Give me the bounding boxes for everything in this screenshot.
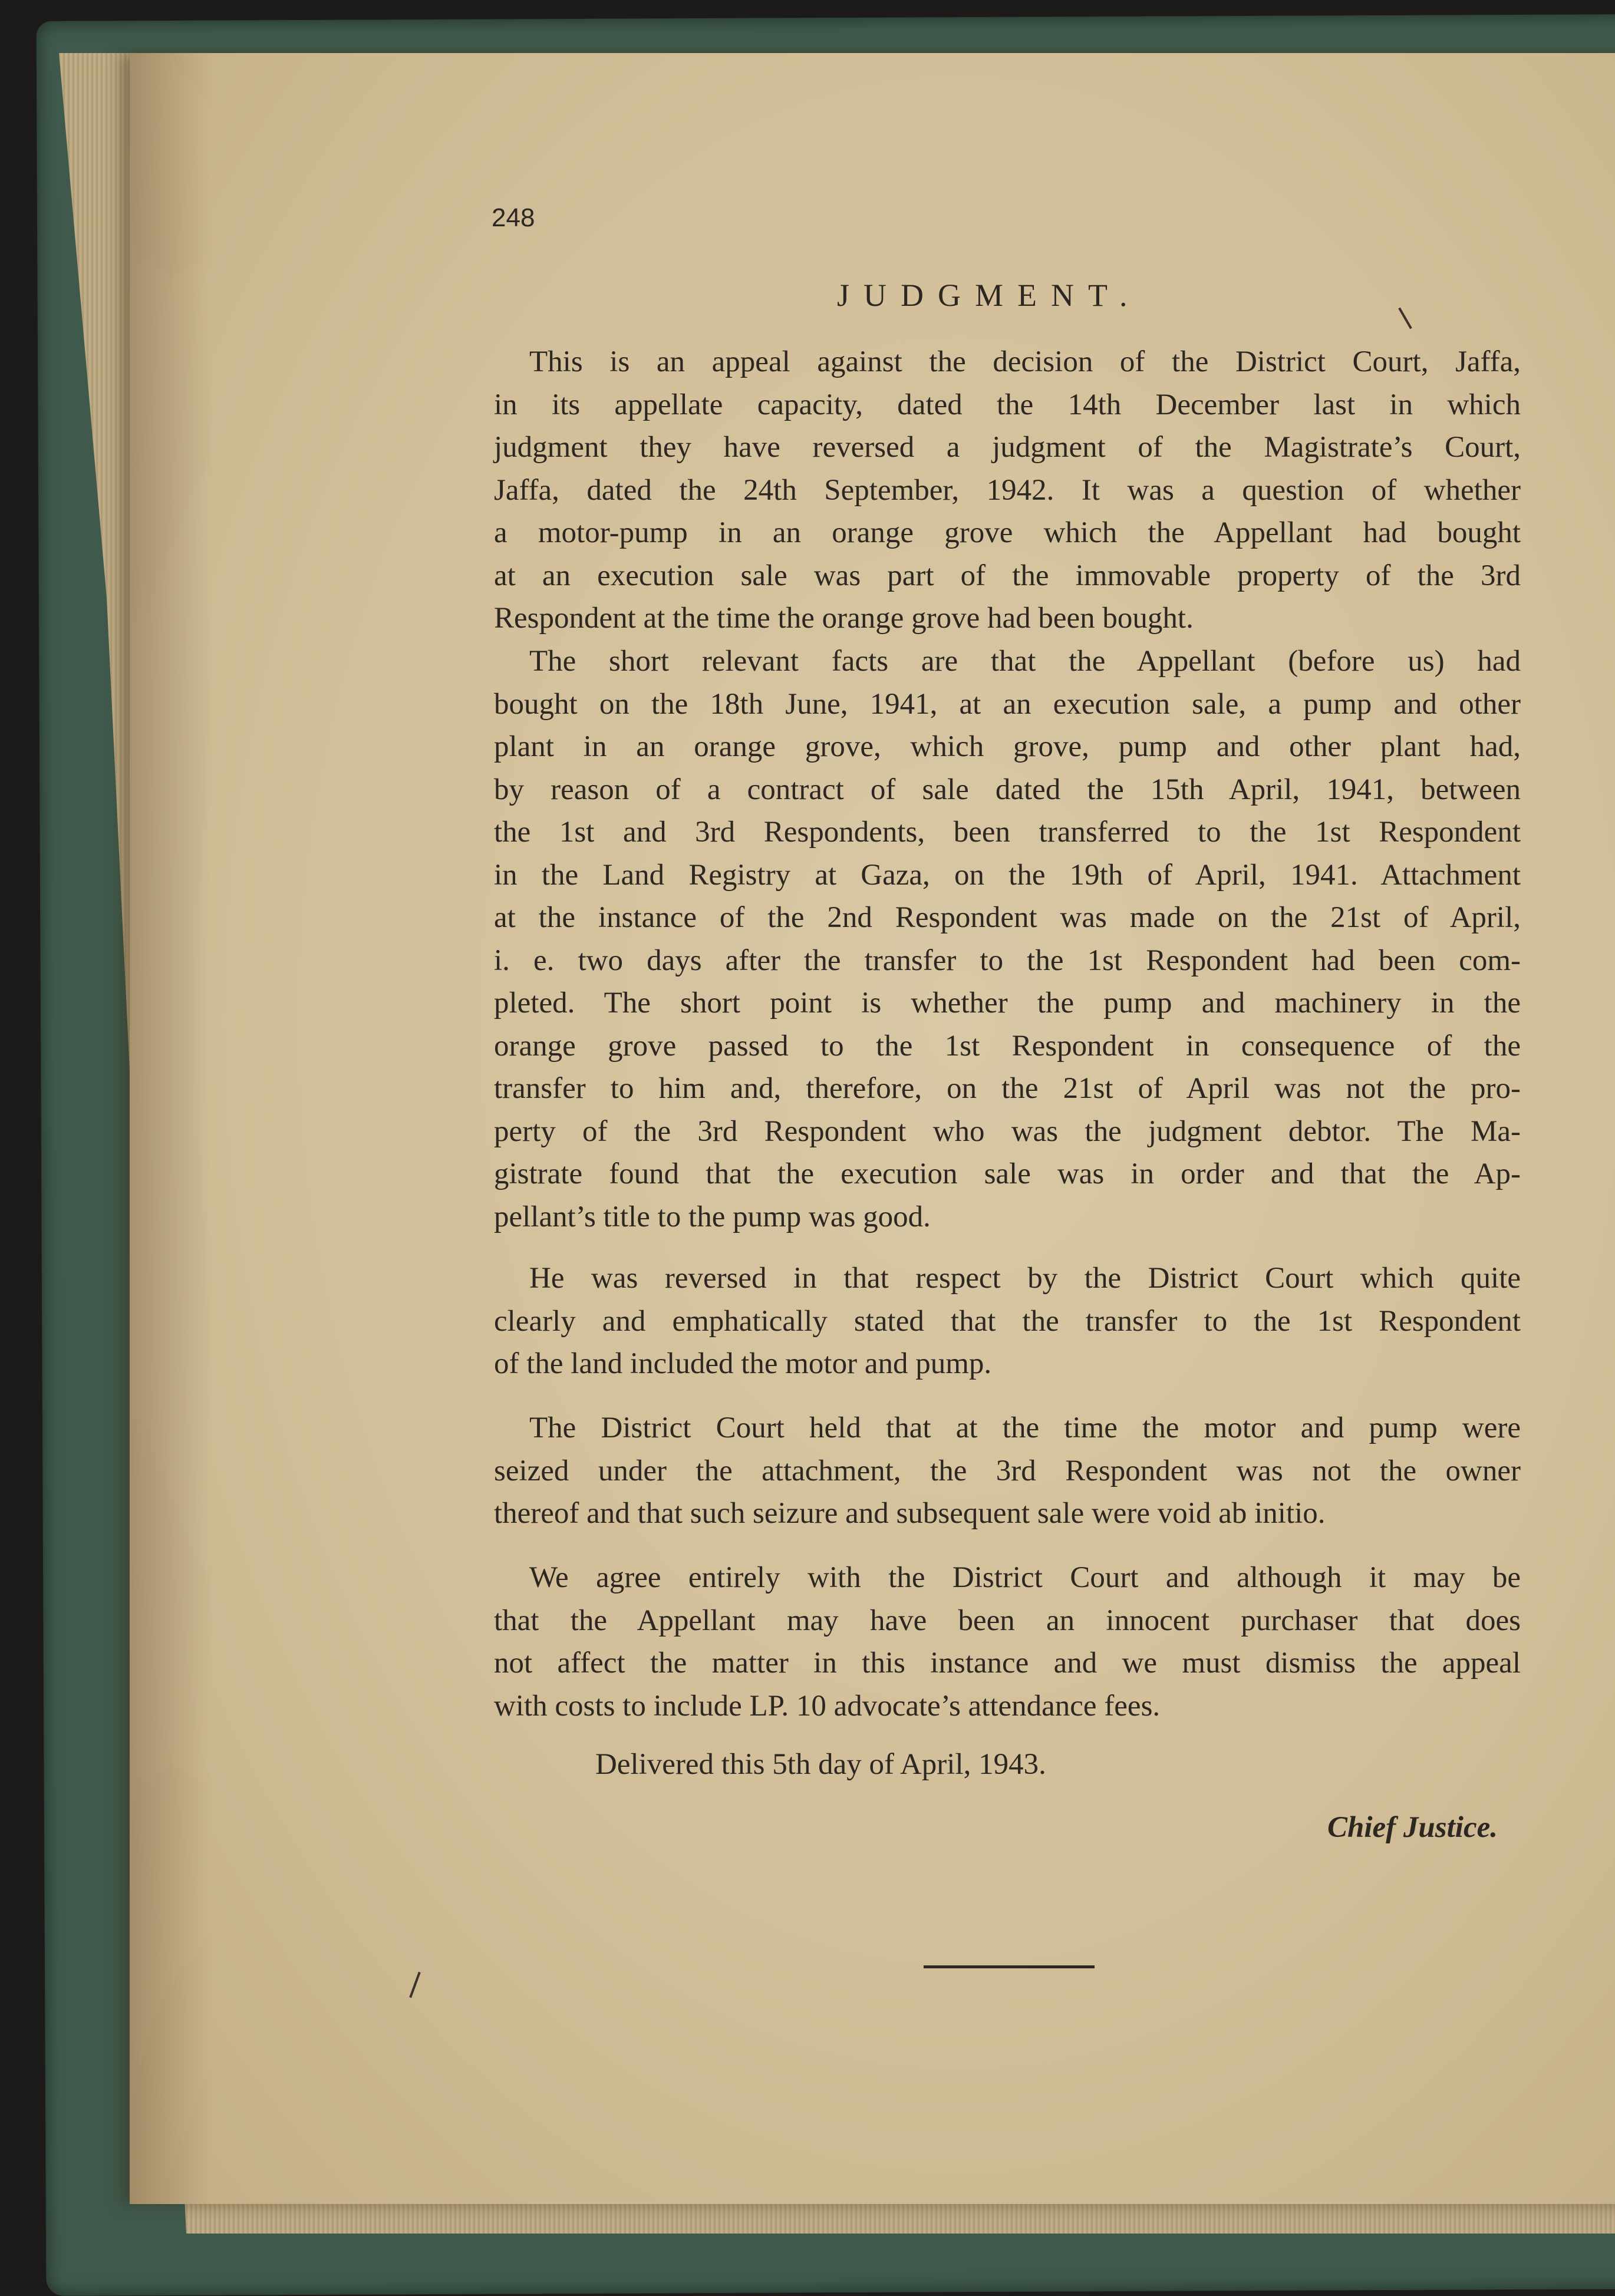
text-line: We agree entirely with the District Court and although it may be <box>529 1561 1521 1594</box>
text-line: perty of the 3rd Respondent who was the judgment debtor. The Ma- <box>494 1114 1521 1148</box>
delivered-date: Delivered this 5th day of April, 1943. <box>595 1748 1046 1781</box>
paragraph-3 <box>494 1257 1521 1385</box>
text-line: gistrate found that the execution sale was in order and that the Ap- <box>494 1157 1521 1190</box>
text-line: He was reversed in that respect by the District Court which quite <box>529 1262 1521 1295</box>
text-line: i. e. two days after the transfer to the 1st Respondent had been com- <box>494 944 1521 977</box>
page-number: 248 <box>492 203 535 232</box>
text-line: that the Appellant may have been an innocent purchaser that does <box>494 1604 1521 1637</box>
text-line: seized under the attachment, the 3rd Respondent was not the owner <box>494 1454 1521 1487</box>
text-line: of the land included the motor and pump. <box>494 1347 992 1380</box>
paragraph-1 <box>494 341 1521 640</box>
end-rule <box>924 1965 1095 1968</box>
text-line: pellant’s title to the pump was good. <box>494 1200 931 1233</box>
text-line: orange grove passed to the 1st Respondent in consequence of the <box>494 1029 1521 1063</box>
text-line: plant in an orange grove, which grove, pump and other plant had, <box>494 730 1521 763</box>
text-line: not affect the matter in this instance and we must dismiss the appeal <box>494 1647 1521 1680</box>
text-line: in the Land Registry at Gaza, on the 19th of April, 1941. Attachment <box>494 858 1521 892</box>
judgment-heading: JUDGMENT. <box>837 278 1142 313</box>
text-line: clearly and emphatically stated that the transfer to the 1st Respondent <box>494 1304 1521 1338</box>
text-line: thereof and that such seizure and subsequent sale were void ab initio. <box>494 1497 1326 1530</box>
text-line: judgment they have reversed a judgment of the Magistrate’s Court, <box>494 431 1521 464</box>
text-line: the 1st and 3rd Respondents, been transferred to the 1st Respondent <box>494 816 1521 849</box>
text-line: at an execution sale was part of the immovable property of the 3rd <box>494 559 1521 592</box>
text-line: with costs to include LP. 10 advocate’s attendance fees. <box>494 1689 1161 1723</box>
paragraph-5 <box>494 1556 1521 1727</box>
text-line: transfer to him and, therefore, on the 21st of April was not the pro- <box>494 1072 1521 1105</box>
text-line: at the instance of the 2nd Respondent was made on the 21st of April, <box>494 901 1521 934</box>
text-line: pleted. The short point is whether the pump and machinery in the <box>494 987 1521 1020</box>
text-line: The District Court held that at the time the motor and pump were <box>529 1411 1521 1444</box>
text-line: by reason of a contract of sale dated the 15th April, 1941, between <box>494 773 1521 806</box>
text-line: bought on the 18th June, 1941, at an execution sale, a pump and other <box>494 687 1521 721</box>
text-line: Respondent at the time the orange grove had been bought. <box>494 602 1194 635</box>
text-line: The short relevant facts are that the Appellant (before us) had <box>529 645 1521 678</box>
paragraph-2 <box>494 640 1521 1238</box>
text-line: Jaffa, dated the 24th September, 1942. It was a question of whether <box>494 473 1521 507</box>
paragraph-4 <box>494 1407 1521 1535</box>
text-line: in its appellate capacity, dated the 14th December last in which <box>494 388 1521 421</box>
text-line: This is an appeal against the decision of the District Court, Jaffa, <box>529 345 1521 378</box>
signature-chief-justice: Chief Justice. <box>1327 1811 1498 1844</box>
text-line: a motor-pump in an orange grove which the Appellant had bought <box>494 516 1521 549</box>
